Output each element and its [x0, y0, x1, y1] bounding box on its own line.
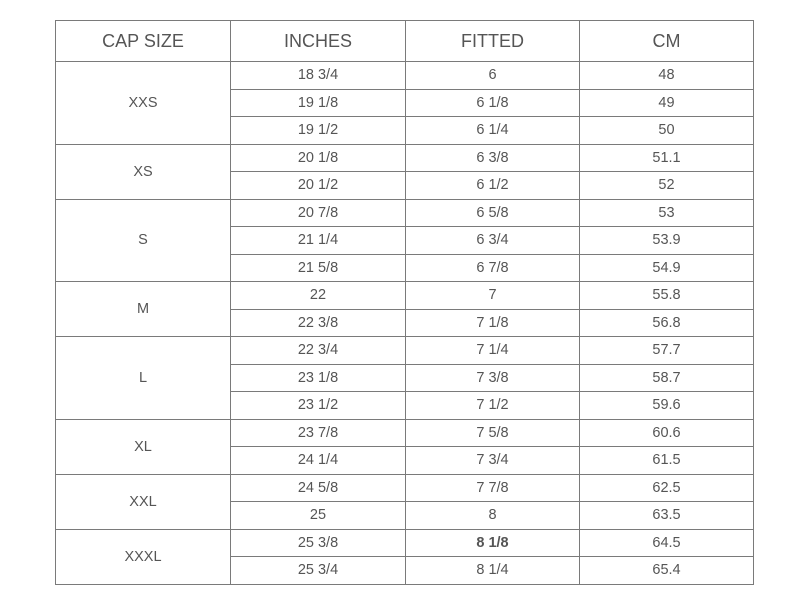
- table-row: [56, 474, 754, 502]
- fitted-cell: 6 3/8: [406, 144, 580, 172]
- cm-cell: 57.7: [580, 337, 754, 365]
- fitted-cell: 6 5/8: [406, 199, 580, 227]
- table-row: [56, 337, 754, 365]
- inches-cell: 20 7/8: [231, 199, 406, 227]
- inches-cell: 21 1/4: [231, 227, 406, 255]
- cap-size-cell: L: [56, 337, 231, 420]
- header-cm: CM: [580, 21, 754, 62]
- table-row: [56, 419, 754, 447]
- cm-cell: 59.6: [580, 392, 754, 420]
- cap-size-cell: XXS: [56, 62, 231, 145]
- cm-cell: 50: [580, 117, 754, 145]
- inches-cell: 23 7/8: [231, 419, 406, 447]
- inches-cell: 24 5/8: [231, 474, 406, 502]
- fitted-cell: 8 1/4: [406, 557, 580, 585]
- fitted-cell: 7 5/8: [406, 419, 580, 447]
- table-row: [56, 199, 754, 227]
- fitted-cell: 8: [406, 502, 580, 530]
- cm-cell: 65.4: [580, 557, 754, 585]
- cap-size-cell: M: [56, 282, 231, 337]
- cm-cell: 58.7: [580, 364, 754, 392]
- table-body: [56, 62, 754, 585]
- cap-size-cell: S: [56, 199, 231, 282]
- cap-size-cell: XXXL: [56, 529, 231, 584]
- table-row: [56, 529, 754, 557]
- cap-size-cell: XL: [56, 419, 231, 474]
- inches-cell: 21 5/8: [231, 254, 406, 282]
- cm-cell: 63.5: [580, 502, 754, 530]
- cm-cell: 52: [580, 172, 754, 200]
- inches-cell: 25: [231, 502, 406, 530]
- table-row: [56, 144, 754, 172]
- inches-cell: 24 1/4: [231, 447, 406, 475]
- fitted-cell: 8 1/8: [406, 529, 580, 557]
- fitted-cell: 6 3/4: [406, 227, 580, 255]
- inches-cell: 25 3/4: [231, 557, 406, 585]
- cap-size-table: [55, 20, 754, 585]
- fitted-cell: 7 3/4: [406, 447, 580, 475]
- fitted-cell: 7 3/8: [406, 364, 580, 392]
- cm-cell: 54.9: [580, 254, 754, 282]
- inches-cell: 20 1/8: [231, 144, 406, 172]
- cm-cell: 62.5: [580, 474, 754, 502]
- inches-cell: 18 3/4: [231, 62, 406, 90]
- cm-cell: 56.8: [580, 309, 754, 337]
- inches-cell: 22: [231, 282, 406, 310]
- inches-cell: 23 1/2: [231, 392, 406, 420]
- cap-size-cell: XXL: [56, 474, 231, 529]
- cm-cell: 61.5: [580, 447, 754, 475]
- fitted-cell: 6 1/4: [406, 117, 580, 145]
- fitted-cell: 7 7/8: [406, 474, 580, 502]
- fitted-cell: 6 7/8: [406, 254, 580, 282]
- inches-cell: 19 1/2: [231, 117, 406, 145]
- inches-cell: 25 3/8: [231, 529, 406, 557]
- header-inches: INCHES: [231, 21, 406, 62]
- cm-cell: 60.6: [580, 419, 754, 447]
- cm-cell: 64.5: [580, 529, 754, 557]
- table-row: [56, 62, 754, 90]
- fitted-cell: 7 1/2: [406, 392, 580, 420]
- cm-cell: 53: [580, 199, 754, 227]
- inches-cell: 22 3/8: [231, 309, 406, 337]
- fitted-cell: 6 1/8: [406, 89, 580, 117]
- inches-cell: 23 1/8: [231, 364, 406, 392]
- inches-cell: 20 1/2: [231, 172, 406, 200]
- fitted-cell: 6: [406, 62, 580, 90]
- table-header: [56, 21, 754, 62]
- header-fitted: FITTED: [406, 21, 580, 62]
- header-row: [56, 21, 754, 62]
- cm-cell: 48: [580, 62, 754, 90]
- table-row: [56, 282, 754, 310]
- cap-size-cell: XS: [56, 144, 231, 199]
- inches-cell: 19 1/8: [231, 89, 406, 117]
- cm-cell: 53.9: [580, 227, 754, 255]
- header-cap-size: CAP SIZE: [56, 21, 231, 62]
- cm-cell: 55.8: [580, 282, 754, 310]
- fitted-cell: 6 1/2: [406, 172, 580, 200]
- fitted-cell: 7 1/4: [406, 337, 580, 365]
- cm-cell: 49: [580, 89, 754, 117]
- inches-cell: 22 3/4: [231, 337, 406, 365]
- fitted-cell: 7 1/8: [406, 309, 580, 337]
- fitted-cell: 7: [406, 282, 580, 310]
- cm-cell: 51.1: [580, 144, 754, 172]
